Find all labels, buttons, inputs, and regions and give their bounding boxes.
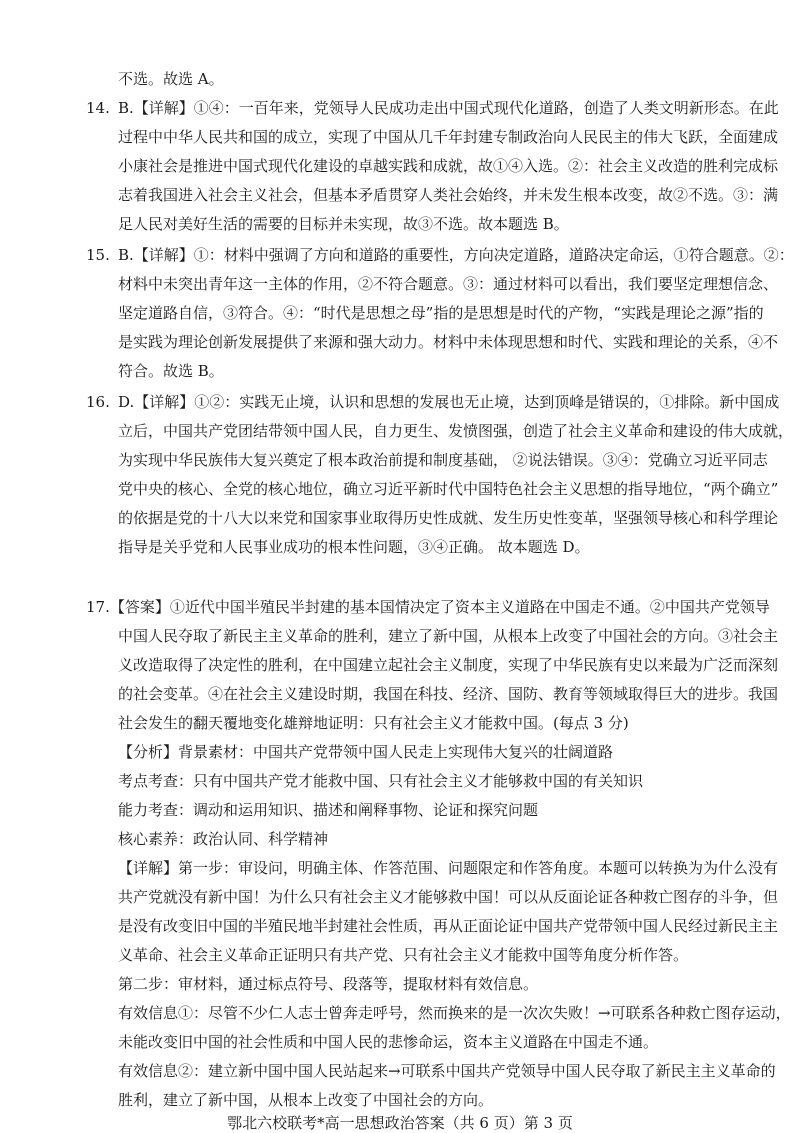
text-line: 社会发生的翻天覆地变化雄辩地证明：只有社会主义才能救中国。(每点 3 分) — [118, 714, 629, 732]
text-line: 的依据是党的十八大以来党和国家事业取得历史性成就、发生历史性变革，坚强领导核心和科学理论 — [118, 509, 779, 527]
text-line: 17.【答案】①近代中国半殖民半封建的基本国情决定了资本主义道路在中国走不通。②中国共产党领导 — [86, 598, 770, 616]
text-line: 为实现中华民族伟大复兴奠定了根本政治前提和制度基础， ②说法错误。③④：党确立习近平同志 — [118, 451, 768, 469]
question-number: 14. — [86, 99, 110, 117]
text-line: 能力考查：调动和运用知识、描述和阐释事物、论证和探究问题 — [118, 801, 539, 819]
text-line: 未能改变旧中国的社会性质和中国人民的悲惨命运，资本主义道路在中国走不通。 — [118, 1033, 659, 1051]
text-line: 指导是关乎党和人民事业成功的根本性问题，③④正确。 故本题选 D。 — [118, 538, 590, 556]
text-line: D.【详解】①②：实践无止境，认识和思想的发展也无止境，达到顶峰是错误的，①排除。新中国成 — [118, 393, 780, 411]
text-line: 小康社会是推进中国式现代化建设的卓越实践和成就，故①④入选。②：社会主义改造的胜利完成标 — [118, 157, 779, 175]
text-line: 是没有改变旧中国的半殖民地半封建社会性质，再从正面论证中国共产党带领中国人民经过新民主主 — [118, 917, 779, 935]
text-line: 共产党就没有新中国！为什么只有社会主义才能够救中国！可以从反面论证各种救亡图存的斗争，但 — [118, 888, 779, 906]
text-line: 第二步：审材料，通过标点符号、段落等，提取材料有效信息。 — [118, 975, 539, 993]
text-line: 足人民对美好生活的需要的目标并未实现，故③不选。故本题选 B。 — [118, 215, 569, 233]
text-line: 义革命、社会主义革命正证明只有共产党、只有社会主义才能救中国等角度分析作答。 — [118, 946, 689, 964]
text-line: 坚定道路自信，③符合。④：“时代是思想之母”指的是思想是时代的产物，“实践是理论之源”指的 — [118, 304, 764, 322]
text-line: 胜利，建立了新中国，从根本上改变了中国社会的方向。 — [118, 1091, 494, 1109]
question-number: 16. — [86, 393, 110, 411]
text-line: 志着我国进入社会主义社会，但基本矛盾贯穿人类社会始终，并未发生根本改变，故②不选。③：满 — [118, 186, 779, 204]
page-footer: 鄂北六校联考*高一思想政治答案（共 6 页）第 3 页 — [227, 1114, 573, 1132]
text-line: 符合。故选 B。 — [118, 362, 224, 380]
text-line: 有效信息①：尽管不少仁人志士曾奔走呼号，然而换来的是一次次失败！→可联系各种救亡图存运动， — [118, 1004, 791, 1022]
text-line: 有效信息②：建立新中国中国人民站起来→可联系中国共产党领导中国人民夺取了新民主主义革命的 — [118, 1062, 776, 1080]
text-line: 党中央的核心、全党的核心地位，确立习近平新时代中国特色社会主义思想的指导地位，“两个确立” — [118, 480, 779, 498]
text-line: 中国人民夺取了新民主主义革命的胜利，建立了新中国，从根本上改变了中国社会的方向。③社会主 — [118, 627, 779, 645]
text-line: 【分析】背景素材：中国共产党带领中国人民走上实现伟大复兴的壮阔道路 — [118, 743, 614, 761]
text-line: 核心素养：政治认同、科学精神 — [118, 830, 329, 848]
question-number: 15. — [86, 246, 110, 264]
text-line: 不选。故选 A。 — [118, 70, 224, 88]
text-line: B.【详解】①：材料中强调了方向和道路的重要性，方向决定道路，道路决定命运，①符合题意。②： — [118, 246, 794, 264]
text-line: 是实践为理论创新发展提供了来源和强大动力。材料中未体现思想和时代、实践和理论的关系，④不 — [118, 333, 779, 351]
text-line: 材料中未突出青年这一主体的作用，②不符合题意。③：通过材料可以看出，我们要坚定理想信念、 — [118, 275, 779, 293]
text-line: B.【详解】①④：一百年来，党领导人民成功走出中国式现代化道路，创造了人类文明新形态。在此 — [118, 99, 779, 117]
text-line: 考点考查：只有中国共产党才能救中国、只有社会主义才能够救中国的有关知识 — [118, 772, 644, 790]
text-line: 【详解】第一步：审设问，明确主体、作答范围、问题限定和作答角度。本题可以转换为为什么没有 — [118, 859, 779, 877]
text-line: 过程中中华人民共和国的成立，实现了中国从几千年封建专制政治向人民民主的伟大飞跃，全面建成 — [118, 128, 779, 146]
text-line: 的社会变革。④在社会主义建设时期，我国在科技、经济、国防、教育等领域取得巨大的进步。我国 — [118, 685, 779, 703]
text-line: 义改造取得了决定性的胜利，在中国建立起社会主义制度，实现了中华民族有史以来最为广泛而深刻 — [118, 656, 779, 674]
text-line: 立后，中国共产党团结带领中国人民，自力更生、发愤图强，创造了社会主义革命和建设的伟大成就， — [118, 422, 794, 440]
